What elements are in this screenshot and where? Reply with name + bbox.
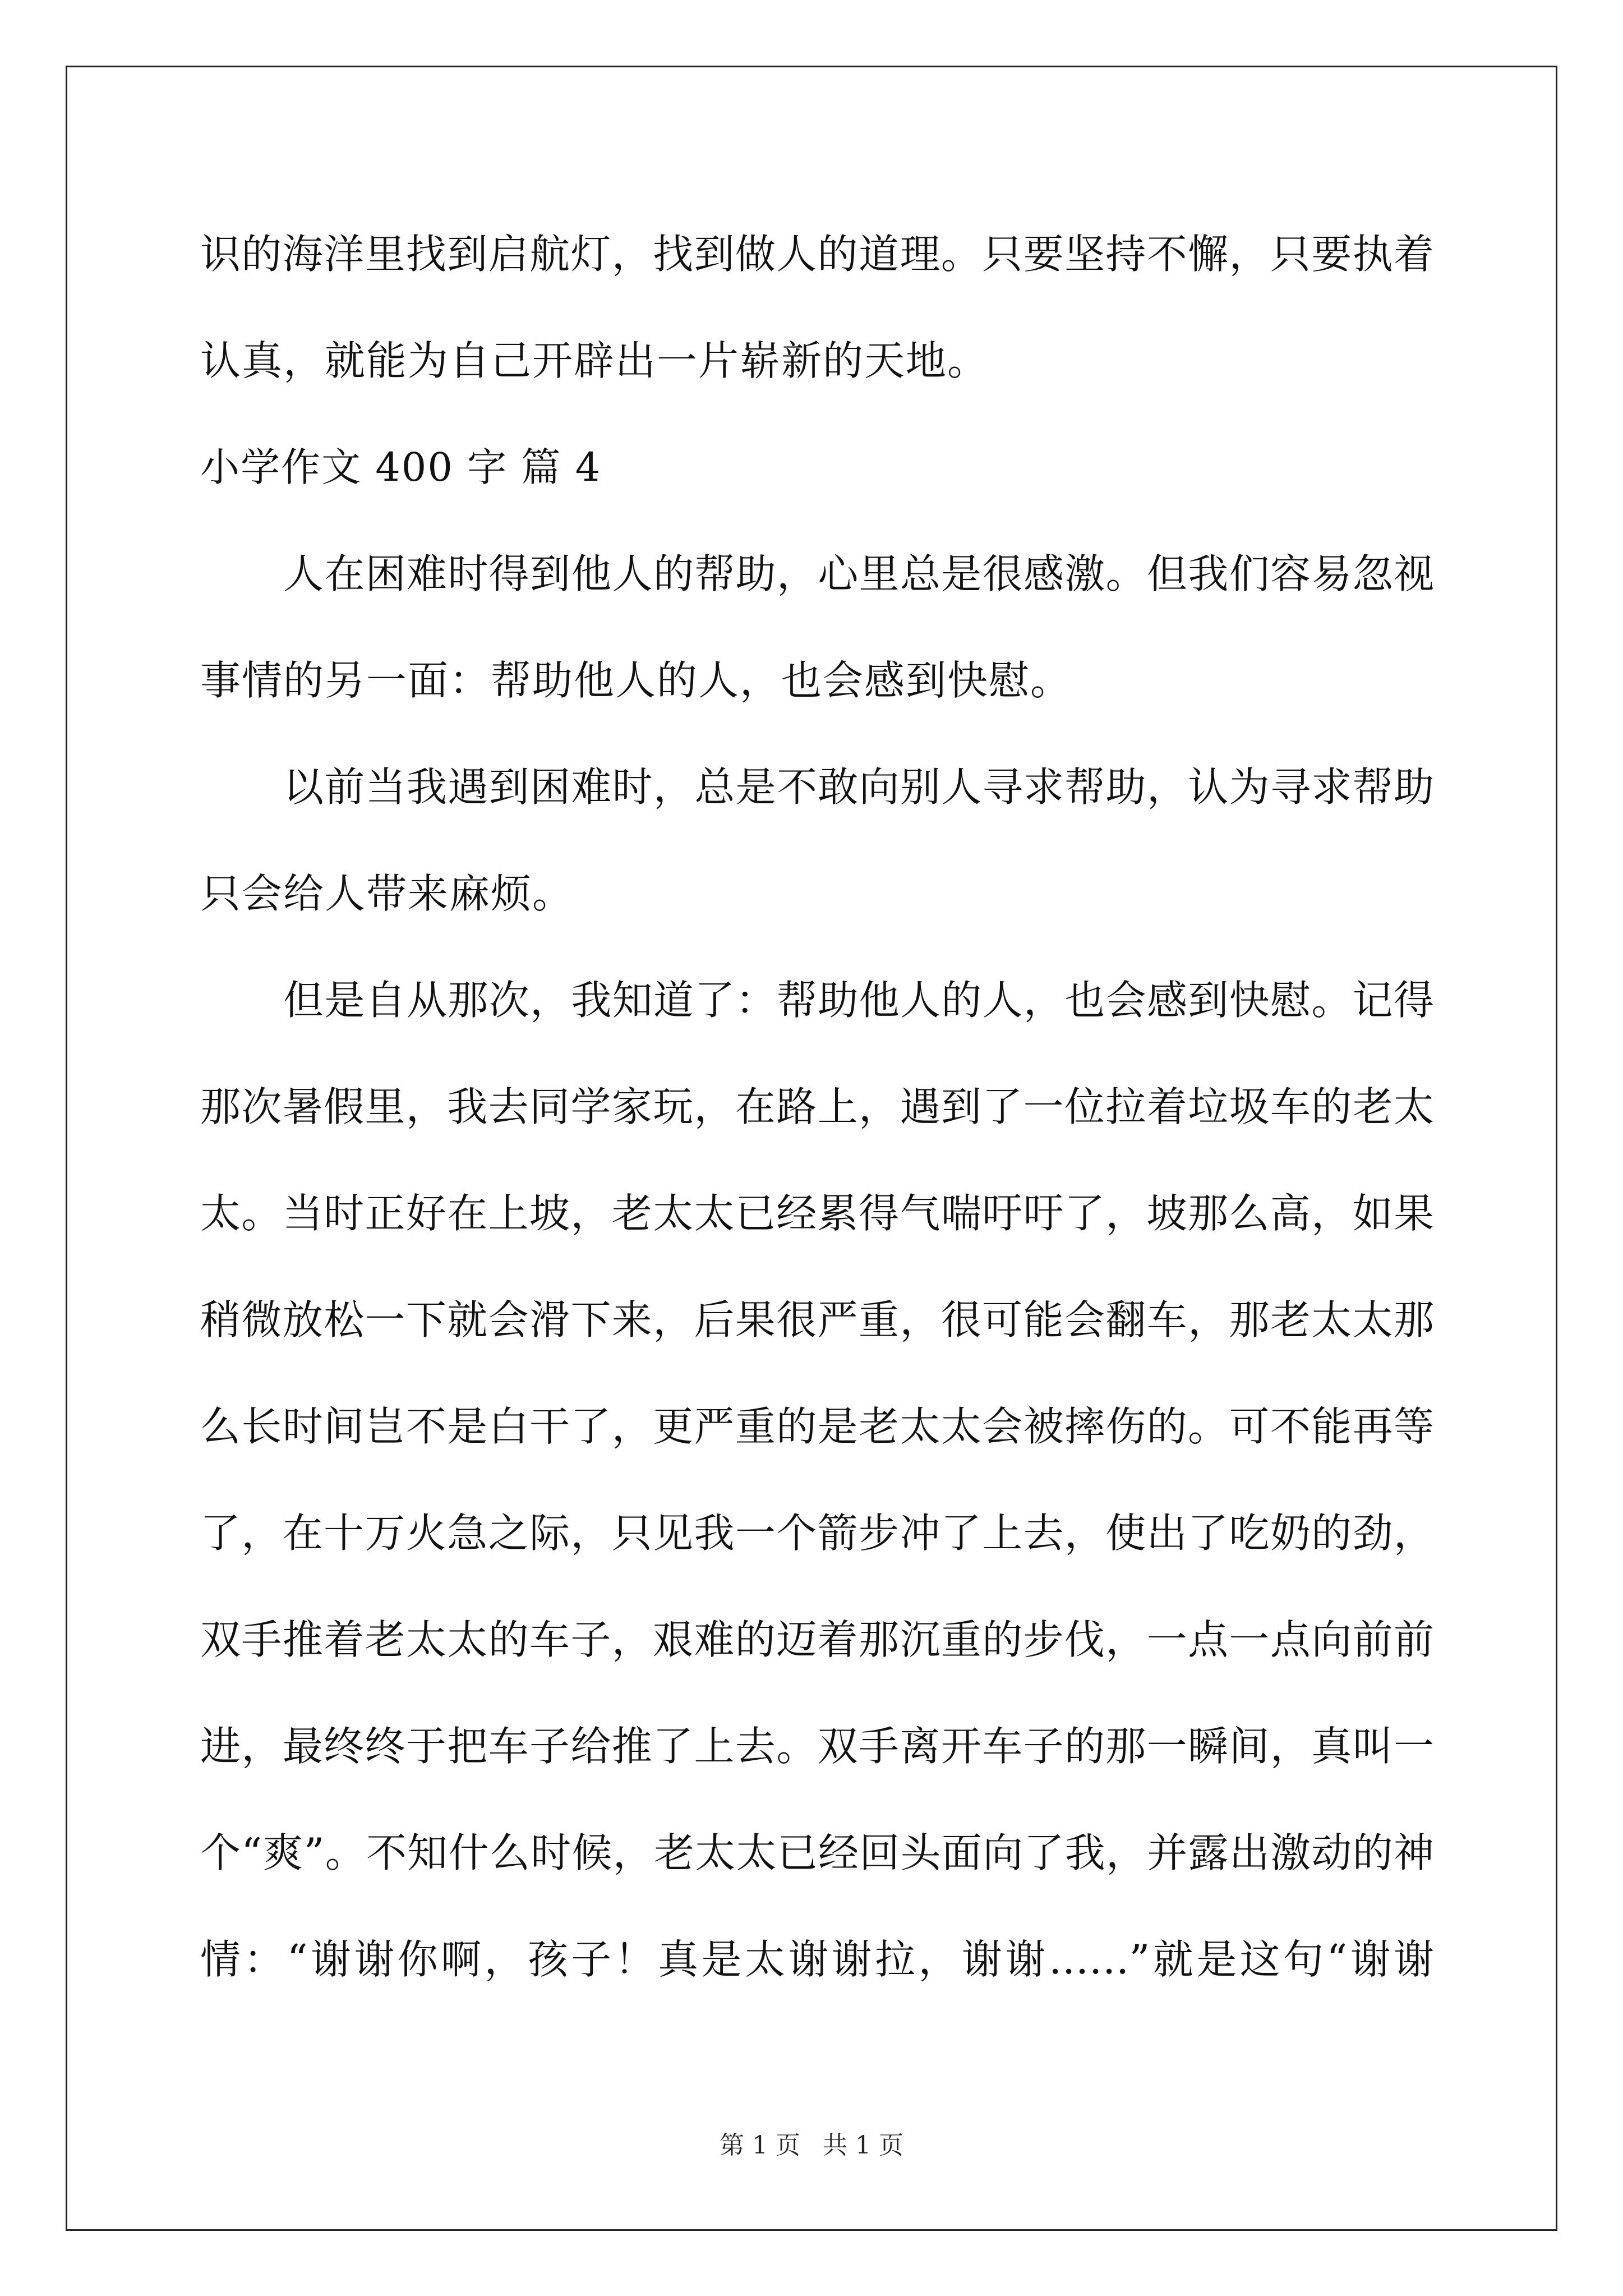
text-line: 只会给人带来麻烦。 (200, 870, 574, 917)
text-line: 进，最终终于把车子给推了上去。双手离开车子的那一瞬间，真叫一 (200, 1723, 1434, 1770)
text-line: 认真，就能为自己开辟出一片崭新的天地。 (200, 337, 989, 384)
text-line: 双手推着老太太的车子，艰难的迈着那沉重的步伐，一点一点向前前 (200, 1616, 1434, 1663)
page-total: 共 1 页 (823, 2131, 903, 2160)
text-line: 但是自从那次，我知道了：帮助他人的人，也会感到快慰。记得 (283, 977, 1434, 1024)
text-line: 识的海洋里找到启航灯，找到做人的道理。只要坚持不懈，只要执着 (200, 231, 1434, 278)
section-heading: 小学作文 400 字 篇 4 (200, 444, 602, 490)
text-line: 以前当我遇到困难时，总是不敢向别人寻求帮助，认为寻求帮助 (283, 763, 1434, 811)
page-number: 第 1 页 (720, 2131, 800, 2160)
text-line: 人在困难时得到他人的帮助，心里总是很感激。但我们容易忽视 (283, 550, 1434, 597)
document-body (200, 201, 1434, 2013)
text-line: 情：“谢谢你啊，孩子！真是太谢谢拉，谢谢……”就是这句“谢谢 (200, 1936, 1434, 1983)
text-line: 稍微放松一下就会滑下来，后果很严重，很可能会翻车，那老太太那 (200, 1296, 1434, 1343)
text-line: 么长时间岂不是白干了，更严重的是老太太会被摔伤的。可不能再等 (200, 1403, 1434, 1450)
text-line: 个“爽”。不知什么时候，老太太已经回头面向了我，并露出激动的神 (200, 1829, 1434, 1876)
page-footer (0, 2129, 1623, 2162)
text-line: 太。当时正好在上坡，老太太已经累得气喘吁吁了，坡那么高，如果 (200, 1190, 1434, 1237)
text-line: 事情的另一面：帮助他人的人，也会感到快慰。 (200, 657, 1072, 704)
text-line: 了，在十万火急之际，只见我一个箭步冲了上去，使出了吃奶的劲， (200, 1510, 1434, 1557)
text-line: 那次暑假里，我去同学家玩，在路上，遇到了一位拉着垃圾车的老太 (200, 1083, 1434, 1130)
